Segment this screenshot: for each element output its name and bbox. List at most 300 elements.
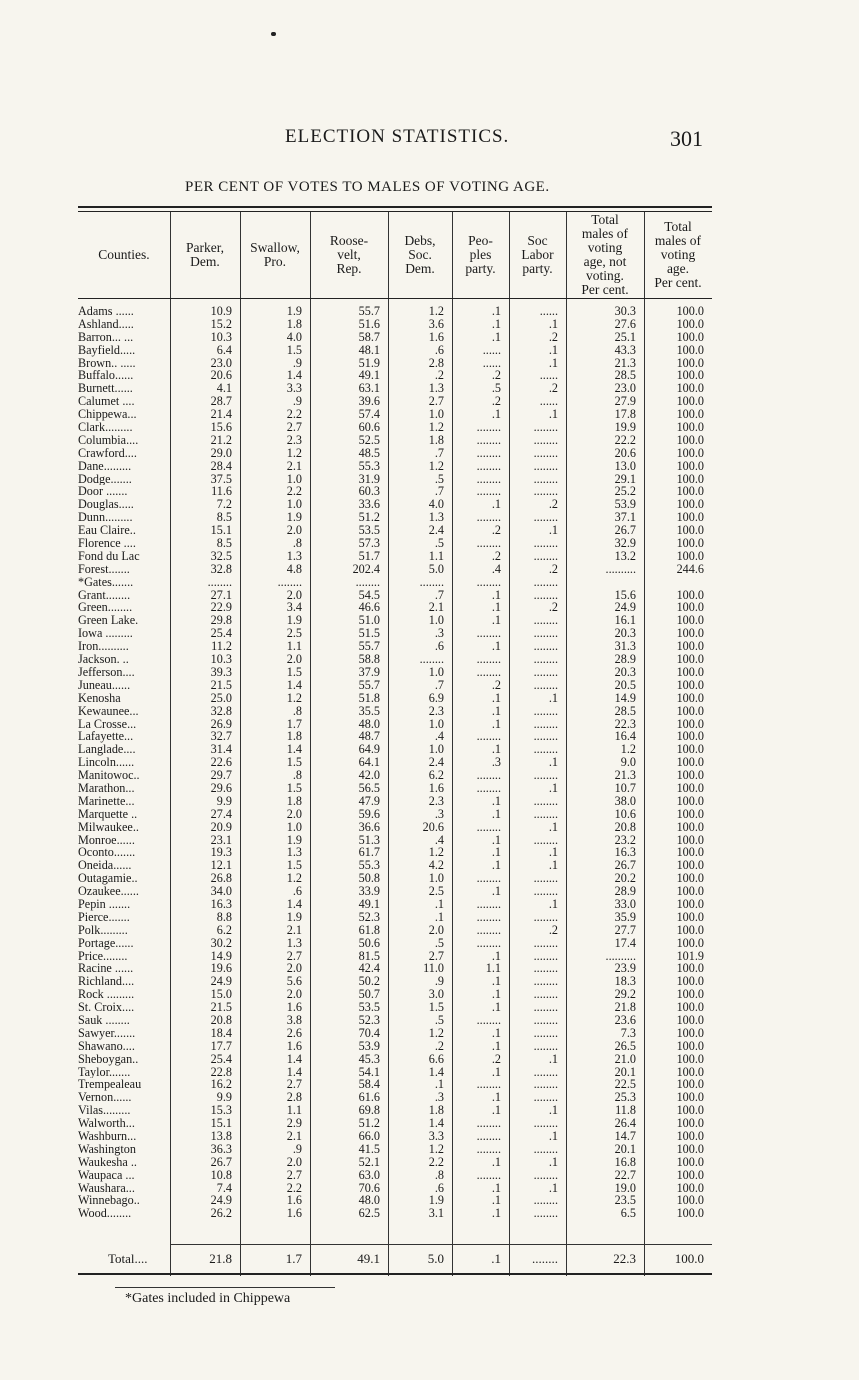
cell-debs-soc-dem: 4.2 [428,858,444,873]
table-row [78,898,712,911]
cell-debs-soc-dem: 3.3 [428,1129,444,1143]
cell-debs-soc-dem: .7 [434,677,444,692]
cell-county: Portage...... [78,936,134,950]
cell-debs-soc-dem: .8 [434,1167,444,1182]
cell-peoples-party: .1 [491,316,501,331]
cell-swallow-pro: 1.4 [286,1051,302,1066]
cell-county: Jefferson.... [78,665,135,679]
cell-debs-soc-dem: .5 [434,935,444,950]
cell-county: Buffalo...... [78,369,134,383]
cell-total-voting-age-pct: 100.0 [676,690,704,705]
cell-soc-labor-party: ........ [533,1167,558,1182]
table-body [78,305,712,1220]
cell-swallow-pro: 2.2 [286,484,302,499]
cell-roosevelt-rep: 69.8 [358,1103,380,1118]
cell-debs-soc-dem: 1.0 [428,871,444,886]
cell-soc-labor-party: .1 [548,523,558,538]
table-row [78,434,712,447]
cell-swallow-pro: 2.0 [286,806,302,821]
cell-county: Iowa ......... [78,627,133,641]
cell-county: Polk......... [78,923,128,937]
cell-debs-soc-dem: 1.0 [428,742,444,757]
cell-peoples-party: .2 [491,394,501,409]
cell-roosevelt-rep: 58.8 [358,652,380,667]
cell-roosevelt-rep: 66.0 [358,1129,380,1143]
table-row [78,692,712,705]
cell-not-voting-pct: .......... [605,948,636,963]
cell-parker-dem: 22.9 [210,600,232,615]
column-header-total-voting-age-pct: Total males of voting age. Per cent. [654,219,702,290]
cell-soc-labor-party: ........ [533,961,558,976]
cell-swallow-pro: 1.2 [286,871,302,886]
cell-debs-soc-dem: 20.6 [422,819,444,834]
cell-not-voting-pct: 1.2 [620,742,636,757]
cell-peoples-party: .1 [491,793,501,808]
cell-county: Ashland..... [78,317,134,331]
cell-roosevelt-rep: 55.7 [358,304,380,318]
cell-soc-labor-party: ........ [533,1193,558,1208]
cell-not-voting-pct: 16.8 [614,1154,636,1169]
cell-swallow-pro: 1.9 [286,510,302,525]
cell-county: Clark......... [78,421,133,434]
cell-parker-dem: 10.3 [210,329,232,344]
cell-not-voting-pct: 28.9 [614,652,636,667]
cell-parker-dem: 16.2 [210,1077,232,1092]
cell-parker-dem: 27.4 [210,806,232,821]
cell-peoples-party: ........ [476,1141,501,1156]
cell-debs-soc-dem: .2 [434,1038,444,1053]
cell-roosevelt-rep: 63.0 [358,1167,380,1182]
cell-not-voting-pct: 43.3 [614,342,636,357]
table-row [78,1053,712,1066]
cell-peoples-party: .1 [491,304,501,318]
cell-not-voting-pct: 25.3 [614,1090,636,1105]
cell-peoples-party: .1 [491,948,501,963]
cell-soc-labor-party: ........ [533,935,558,950]
cell-parker-dem: 23.0 [210,355,232,370]
cell-parker-dem: 22.8 [210,1064,232,1079]
cell-soc-labor-party: ........ [533,1000,558,1015]
cell-roosevelt-rep: 31.9 [358,471,380,486]
cell-debs-soc-dem: .1 [434,1077,444,1092]
cell-swallow-pro: 1.2 [286,690,302,705]
cell-parker-dem: 7.4 [216,1180,232,1195]
cell-swallow-pro: 1.9 [286,304,302,318]
cell-peoples-party: ........ [476,1116,501,1131]
cell-swallow-pro: 1.5 [286,342,302,357]
cell-parker-dem: 14.9 [210,948,232,963]
cell-soc-labor-party: .1 [548,1051,558,1066]
cell-debs-soc-dem: 1.3 [428,381,444,396]
cell-soc-labor-party: .1 [548,690,558,705]
cell-debs-soc-dem: 2.2 [428,1154,444,1169]
cell-parker-dem: 15.1 [210,523,232,538]
cell-soc-labor-party: ........ [533,432,558,447]
cell-debs-soc-dem: .5 [434,1012,444,1027]
cell-roosevelt-rep: 49.1 [358,896,380,911]
cell-total-voting-age-pct: 100.0 [676,381,704,396]
cell-parker-dem: 29.6 [210,780,232,795]
cell-swallow-pro: 5.6 [286,974,302,989]
cell-swallow-pro: 2.1 [286,922,302,937]
cell-county: Sawyer....... [78,1026,136,1040]
cell-county: Waushara... [78,1181,135,1195]
cell-not-voting-pct: 26.7 [614,523,636,538]
cell-swallow-pro: .9 [292,394,302,409]
cell-parker-dem: 21.4 [210,407,232,422]
cell-not-voting-pct: 35.9 [614,909,636,924]
cell-parker-dem: 11.6 [211,484,232,499]
cell-parker-dem: 28.4 [210,458,232,473]
cell-roosevelt-rep: 56.5 [358,780,380,795]
cell-roosevelt-rep: 81.5 [358,948,380,963]
cell-not-voting-pct: 20.2 [614,871,636,886]
cell-not-voting-pct: 20.1 [614,1141,636,1156]
cell-soc-labor-party: .1 [548,755,558,770]
table-row [78,305,712,318]
cell-soc-labor-party: .1 [548,1180,558,1195]
cell-peoples-party: ........ [476,896,501,911]
cell-peoples-party: .1 [491,587,501,602]
cell-peoples-party: ........ [476,1129,501,1143]
cell-not-voting-pct: 28.5 [614,703,636,718]
cell-debs-soc-dem: 1.9 [428,1193,444,1208]
cell-county: Crawford.... [78,446,137,460]
cell-total-voting-age-pct: 100.0 [676,523,704,538]
cell-not-voting-pct: 10.6 [614,806,636,821]
cell-debs-soc-dem: 1.6 [428,780,444,795]
cell-swallow-pro: 4.0 [286,329,302,344]
table-row [78,447,712,460]
table-row [78,821,712,834]
cell-soc-labor-party: .1 [548,858,558,873]
cell-debs-soc-dem: 1.2 [428,458,444,473]
cell-swallow-pro: .8 [292,768,302,783]
cell-peoples-party: ........ [476,420,501,435]
cell-county: Dane......... [78,459,132,473]
cell-debs-soc-dem: 4.0 [428,497,444,512]
cell-total-voting-age-pct: 100.0 [676,1103,704,1118]
table-row [78,421,712,434]
cell-roosevelt-rep: 36.6 [358,819,380,834]
cell-county: Dunn......... [78,511,133,525]
cell-parker-dem: 21.5 [210,677,232,692]
cell-total-voting-age-pct: 100.0 [676,1167,704,1182]
cell-debs-soc-dem: 6.6 [428,1051,444,1066]
cell-total-voting-age-pct: 100.0 [676,497,704,512]
cell-roosevelt-rep: 55.3 [358,858,380,873]
cell-total-voting-age-pct: 100.0 [676,613,704,628]
total-row [78,1247,712,1271]
table-row [78,782,712,795]
cell-swallow-pro: 1.3 [286,548,302,563]
cell-county: Pierce....... [78,910,130,924]
cell-total-voting-age-pct: 100.0 [676,703,704,718]
cell-debs-soc-dem: .5 [434,536,444,551]
cell-swallow-pro: .8 [292,703,302,718]
cell-county: Iron.......... [78,640,129,654]
table-row [78,331,712,344]
cell-not-voting-pct: 31.3 [614,639,636,654]
cell-not-voting-pct: 33.0 [614,896,636,911]
cell-roosevelt-rep: 52.1 [358,1154,380,1169]
cell-soc-labor-party: .1 [548,316,558,331]
cell-total-voting-age-pct: 100.0 [676,536,704,551]
cell-roosevelt-rep: 57.3 [358,536,380,551]
cell-debs-soc-dem: 2.5 [428,884,444,899]
cell-swallow-pro: 1.8 [286,793,302,808]
cell-county: Walworth... [78,1117,135,1131]
cell-swallow-pro: 2.7 [286,420,302,435]
cell-parker-dem: 21.8 [209,1251,232,1266]
cell-roosevelt-rep: 70.6 [358,1180,380,1195]
cell-roosevelt-rep: 51.0 [358,613,380,628]
cell-total-voting-age-pct: 100.0 [676,935,704,950]
cell-roosevelt-rep: 47.9 [358,793,380,808]
cell-parker-dem: 12.1 [210,858,232,873]
cell-roosevelt-rep: 62.5 [358,1206,380,1221]
cell-not-voting-pct: 23.2 [614,832,636,847]
cell-swallow-pro: .8 [292,536,302,551]
cell-county: Langlade.... [78,743,136,757]
cell-swallow-pro: .9 [292,355,302,370]
cell-swallow-pro: 1.5 [286,664,302,679]
cell-parker-dem: 20.6 [210,368,232,383]
cell-roosevelt-rep: 59.6 [358,806,380,821]
cell-parker-dem: 21.5 [210,1000,232,1015]
table-row [78,576,712,589]
cell-county: Dodge....... [78,472,132,486]
cell-debs-soc-dem: 1.2 [428,845,444,860]
cell-swallow-pro: 2.2 [286,407,302,422]
cell-roosevelt-rep: 58.7 [358,329,380,344]
table-row [78,1040,712,1053]
cell-soc-labor-party: ...... [539,368,558,383]
cell-total-voting-age-pct: 100.0 [676,845,704,860]
cell-county: Green........ [78,601,133,615]
cell-swallow-pro: .9 [292,1141,302,1156]
cell-soc-labor-party: .2 [548,329,558,344]
cell-parker-dem: 22.6 [210,755,232,770]
cell-swallow-pro: 2.0 [286,652,302,667]
cell-county: Florence .... [78,537,136,550]
cell-debs-soc-dem: ........ [419,574,444,589]
cell-total-voting-age-pct: 100.0 [676,316,704,331]
cell-county: Manitowoc.. [78,769,140,782]
cell-soc-labor-party: ........ [533,909,558,924]
cell-debs-soc-dem: .7 [434,587,444,602]
cell-not-voting-pct: 21.3 [614,768,636,783]
cell-roosevelt-rep: 64.9 [358,742,380,757]
cell-peoples-party: .1 [491,1206,501,1221]
table-row [78,563,712,576]
cell-roosevelt-rep: 50.7 [358,987,380,1002]
cell-peoples-party: .1 [491,858,501,873]
table-row [78,666,712,679]
cell-parker-dem: 20.9 [210,819,232,834]
cell-peoples-party: ........ [476,909,501,924]
cell-roosevelt-rep: 54.1 [358,1064,380,1079]
cell-soc-labor-party: ........ [533,871,558,886]
cell-debs-soc-dem: 1.0 [428,407,444,422]
cell-roosevelt-rep: 48.0 [358,1193,380,1208]
cell-total-voting-age-pct: 100.0 [676,896,704,911]
cell-peoples-party: ........ [476,922,501,937]
cell-peoples-party: .1 [491,703,501,718]
cell-debs-soc-dem: .2 [434,368,444,383]
cell-soc-labor-party: ........ [533,948,558,963]
table-row [78,924,712,937]
cell-parker-dem: 25.4 [210,626,232,641]
cell-total-voting-age-pct: 100.0 [676,1077,704,1092]
cell-total-voting-age-pct: 100.0 [676,909,704,924]
table-row [78,318,712,331]
cell-swallow-pro: 1.5 [286,858,302,873]
cell-county: Burnett...... [78,382,133,396]
cell-soc-labor-party: .1 [548,845,558,860]
cell-county: Barron... ... [78,330,134,344]
cell-swallow-pro: 2.3 [286,432,302,447]
cell-not-voting-pct: 37.1 [614,510,636,525]
cell-parker-dem: 28.7 [210,394,232,409]
cell-soc-labor-party: ........ [533,832,558,847]
cell-total-voting-age-pct: 100.0 [676,742,704,757]
cell-swallow-pro: 2.1 [286,458,302,473]
cell-peoples-party: .3 [491,755,501,770]
cell-swallow-pro: 1.3 [286,935,302,950]
cell-debs-soc-dem: 2.8 [428,355,444,370]
cell-parker-dem: 4.1 [216,381,232,396]
cell-county: Vilas......... [78,1104,131,1118]
cell-peoples-party: .1 [491,974,501,989]
cell-roosevelt-rep: 63.1 [358,381,380,396]
cell-swallow-pro: 1.6 [286,1193,302,1208]
cell-parker-dem: 10.9 [210,304,232,318]
cell-roosevelt-rep: 61.6 [358,1090,380,1105]
cell-total-voting-age-pct: 100.0 [676,780,704,795]
cell-debs-soc-dem: 2.1 [428,600,444,615]
cell-swallow-pro: 1.3 [286,845,302,860]
cell-total-voting-age-pct: 100.0 [676,1154,704,1169]
cell-roosevelt-rep: 54.5 [358,587,380,602]
cell-county: *Gates....... [78,575,134,589]
cell-total-voting-age-pct: 100.0 [676,1129,704,1143]
cell-not-voting-pct: 9.0 [620,755,636,770]
cell-soc-labor-party: ........ [533,1090,558,1105]
cell-not-voting-pct: 22.7 [614,1167,636,1182]
cell-swallow-pro: 3.8 [286,1012,302,1027]
cell-roosevelt-rep: 45.3 [358,1051,380,1066]
cell-peoples-party: ...... [482,342,501,357]
cell-parker-dem: 32.8 [210,561,232,576]
cell-soc-labor-party: ........ [533,471,558,486]
cell-parker-dem: 25.4 [210,1051,232,1066]
cell-roosevelt-rep: 50.2 [358,974,380,989]
cell-total-voting-age-pct: 100.0 [676,600,704,615]
cell-county: Kenosha [78,691,121,705]
cell-peoples-party: .1 [491,613,501,628]
cell-debs-soc-dem: 2.7 [428,394,444,409]
cell-parker-dem: 15.6 [210,420,232,435]
cell-swallow-pro: 3.4 [286,600,302,615]
cell-not-voting-pct: 24.9 [614,600,636,615]
table-row [78,1207,712,1220]
cell-swallow-pro: 2.7 [286,948,302,963]
page-number: 301 [670,126,703,151]
cell-swallow-pro: 3.3 [286,381,302,396]
cell-total-voting-age-pct: 100.0 [676,884,704,899]
cell-peoples-party: 1.1 [485,961,501,976]
cell-debs-soc-dem: .6 [434,639,444,654]
cell-soc-labor-party: .1 [548,896,558,911]
cell-debs-soc-dem: 2.3 [428,793,444,808]
cell-soc-labor-party: ...... [539,304,558,318]
cell-not-voting-pct: 20.3 [614,626,636,641]
cell-roosevelt-rep: 51.5 [358,626,380,641]
cell-total-voting-age-pct: 100.0 [676,394,704,409]
cell-soc-labor-party: .2 [548,381,558,396]
cell-peoples-party: ........ [476,768,501,783]
cell-county: Oconto....... [78,846,136,860]
cell-debs-soc-dem: 1.2 [428,420,444,435]
cell-roosevelt-rep: 55.7 [358,677,380,692]
cell-debs-soc-dem: 1.0 [428,716,444,731]
cell-county: Racine ...... [78,962,134,976]
cell-total-voting-age-pct: 100.0 [676,342,704,357]
cell-debs-soc-dem: 6.2 [428,768,444,783]
cell-not-voting-pct: 25.2 [614,484,636,499]
cell-soc-labor-party: ...... [539,394,558,409]
cell-not-voting-pct: 19.0 [614,1180,636,1195]
cell-peoples-party: .1 [491,884,501,899]
cell-not-voting-pct: 25.1 [614,329,636,344]
cell-swallow-pro: 2.0 [286,523,302,538]
cell-county: Outagamie.. [78,872,138,886]
cell-soc-labor-party: .1 [548,342,558,357]
cell-swallow-pro: 2.1 [286,1129,302,1143]
cell-not-voting-pct: 10.7 [614,780,636,795]
cell-county: Rock ......... [78,988,135,1002]
cell-county: Waupaca ... [78,1168,135,1182]
cell-peoples-party: .1 [491,600,501,615]
cell-debs-soc-dem: .3 [434,1090,444,1105]
cell-parker-dem: 36.3 [210,1141,232,1156]
cell-swallow-pro: 1.2 [286,445,302,460]
cell-county: Richland.... [78,975,135,989]
cell-roosevelt-rep: 50.8 [358,871,380,886]
cell-peoples-party: .1 [491,1000,501,1015]
cell-roosevelt-rep: 35.5 [358,703,380,718]
cell-debs-soc-dem: 2.4 [428,755,444,770]
cell-total-voting-age-pct: 100.0 [676,768,704,783]
cell-county: Total.... [108,1251,148,1266]
cell-total-voting-age-pct: 100.0 [676,858,704,873]
cell-parker-dem: 27.1 [210,587,232,602]
cell-peoples-party: ........ [476,1077,501,1092]
cell-county: Grant........ [78,588,131,602]
cell-not-voting-pct: 53.9 [614,497,636,512]
cell-peoples-party: ........ [476,1167,501,1182]
cell-not-voting-pct: 27.6 [614,316,636,331]
cell-peoples-party: .1 [491,742,501,757]
table-row [78,795,712,808]
column-header-debs-soc-dem: Debs, Soc. Dem. [404,233,436,276]
cell-county: Chippewa... [78,408,137,422]
cell-county: Ozaukee...... [78,885,139,898]
cell-not-voting-pct: 30.3 [614,304,636,318]
cell-soc-labor-party: ........ [533,639,558,654]
cell-debs-soc-dem: .4 [434,832,444,847]
